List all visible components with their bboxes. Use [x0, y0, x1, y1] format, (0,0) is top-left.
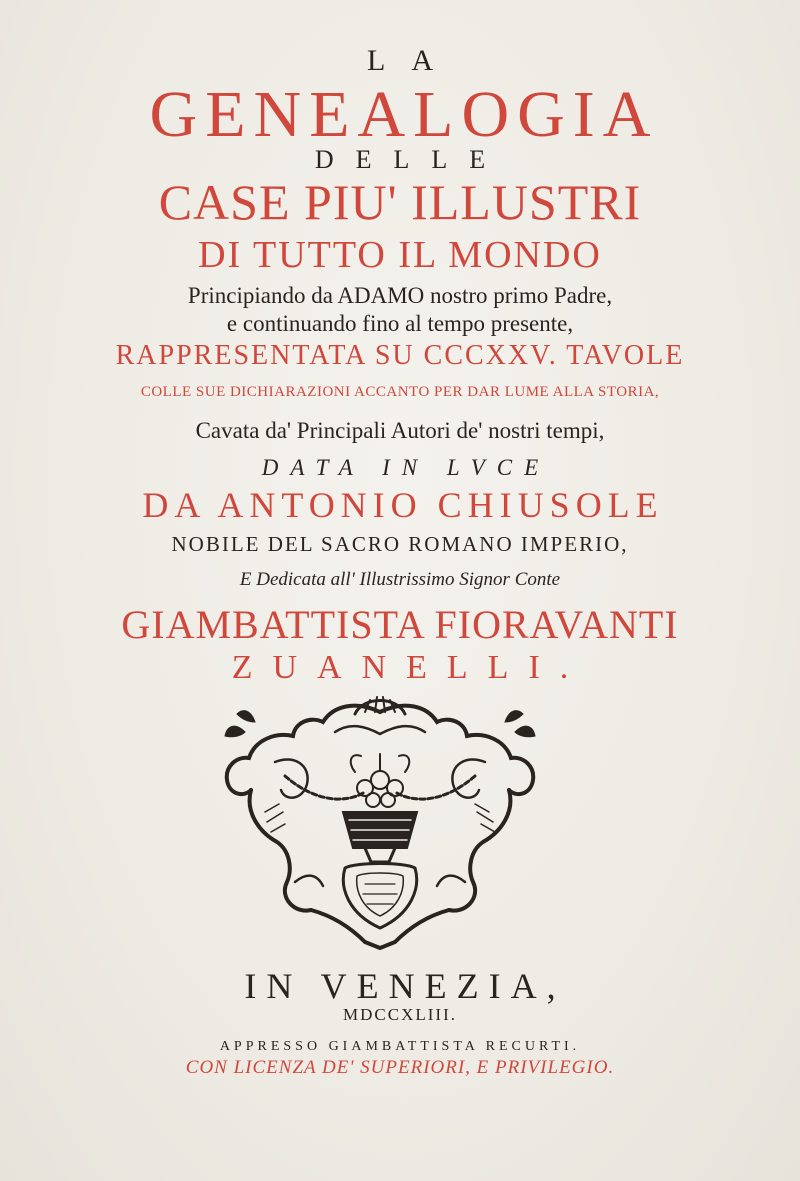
imprint-printer: APPRESSO GIAMBATTISTA RECURTI.	[219, 1039, 581, 1054]
title-article: LA	[367, 44, 459, 77]
author-name: DA ANTONIO CHIUSOLE	[142, 485, 664, 525]
subtitle-continuando: e continuando fino al tempo presente,	[226, 311, 574, 336]
subtitle-colle: COLLE SUE DICHIARAZIONI ACCANTO PER DAR LUME ALLA STORIA,	[140, 384, 660, 400]
title-delle: DELLE	[314, 145, 508, 174]
subtitle-cavata: Cavata da' Principali Autori de' nostri tempi,	[195, 418, 605, 443]
data-in-luce: DATA IN LVCE	[261, 455, 551, 480]
subtitle-rappresentata: RAPPRESENTATA SU CCCXXV. TAVOLE	[115, 340, 685, 371]
title-case: CASE PIU' ILLUSTRI	[158, 174, 642, 230]
imprint-place: IN VENEZIA,	[244, 966, 566, 1006]
imprint-year: MDCCXLIII.	[343, 1005, 457, 1024]
title-tutto: DI TUTTO IL MONDO	[198, 234, 602, 276]
imprint-licence: CON LICENZA DE' SUPERIORI, E PRIVILEGIO.	[185, 1057, 615, 1078]
dedication-line: E Dedicata all' Illustrissimo Signor Conte	[239, 569, 561, 590]
title-main: GENEALOGIA	[149, 78, 659, 151]
dedicatee-surname: ZUANELLI.	[231, 649, 589, 686]
subtitle-principiando: Principiando da ADAMO nostro primo Padre,	[187, 283, 613, 308]
printers-ornament-icon	[215, 692, 545, 950]
author-title: NOBILE DEL SACRO ROMANO IMPERIO,	[171, 532, 629, 556]
dedicatee-name: GIAMBATTISTA FIORAVANTI	[121, 602, 679, 647]
